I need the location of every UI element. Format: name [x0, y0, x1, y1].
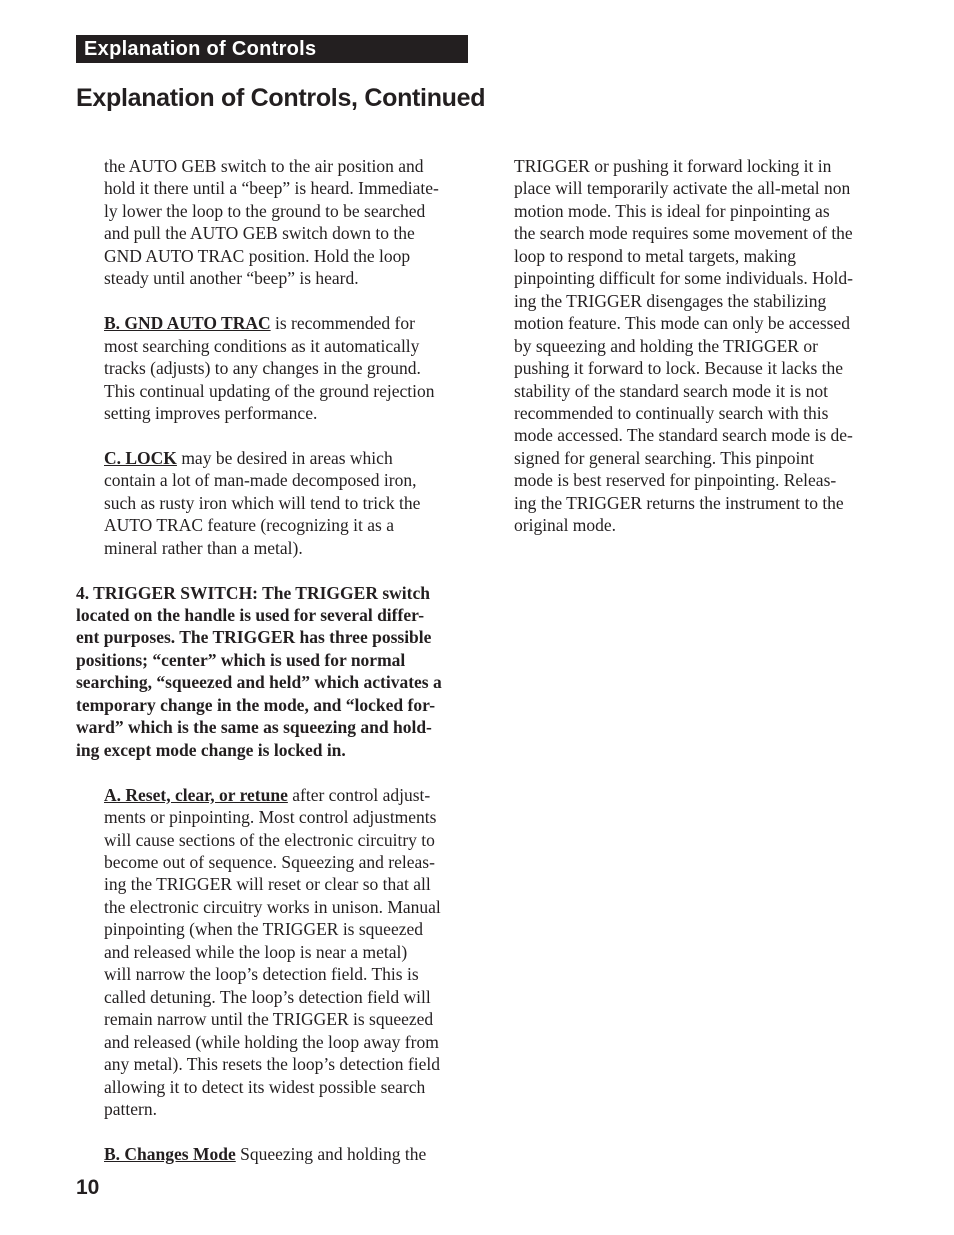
lock-text: may be desired in areas which contain a lot of man-made decomposed iron, such as rusty iron which will tend to trick the AUTO TRAC feature (recognizing it as a mineral rather than a metal).	[104, 447, 421, 558]
changes-mode-heading: B. Changes Mode	[104, 1143, 236, 1164]
section-header-bar: Explanation of Controls	[76, 35, 468, 63]
right-column	[514, 155, 894, 537]
lock-paragraph	[76, 447, 476, 559]
changes-mode-paragraph	[76, 1143, 476, 1165]
changes-mode-continued: TRIGGER or pushing it forward locking it in place will temporarily activate the all-metal non motion mode. This is ideal for pinpointing as the search mode requires some movement of the loop to respond to metal targets, making pinpointing difficult for some individuals. Hold- ing the TRIGGER disengages the stabilizing motion feature. This mode can only be accessed by squeezing and holding the TRIGGER or pushing it forward to lock. Because it lacks the stability of the standard search mode it is not recommended to continually search with this mode accessed. The standard search mode is de- signed for general searching. This pinpoint mode is best reserved for pinpointing. Releas- ing the TRIGGER returns the instrument to the original mode.	[514, 156, 853, 536]
gnd-auto-trac-paragraph	[76, 312, 476, 424]
reset-paragraph	[76, 784, 476, 1121]
changes-mode-text: Squeezing and holding the	[235, 1143, 427, 1164]
gnd-auto-trac-text: is recommended for most searching conditions as it automatically tracks (adjusts) to any changes in the ground. This continual updating of the ground rejection setting improves performance.	[104, 313, 435, 423]
reset-heading: A. Reset, clear, or retune	[104, 784, 288, 805]
trigger-switch-heading: 4. TRIGGER SWITCH: The TRIGGER switch located on the handle is used for several differ- ent purposes. The TRIGGER has three possible positions; “center” which is used for normal searching, “squeezed and held” which activates a temporary change in the mode, and “locked for- ward” which is the same as squeezing and hold- ing except mode change is locked in.	[76, 582, 442, 760]
left-column	[76, 155, 476, 1165]
page-number: 10	[76, 1176, 100, 1199]
page-title: Explanation of Controls, Continued	[76, 84, 486, 112]
lock-heading: C. LOCK	[104, 447, 177, 468]
reset-text: after control adjust- ments or pinpointing. Most control adjustments will cause sections of the electronic circuitry to become out of sequence. Squeezing and releas- ing the TRIGGER will reset or clear so that all the electronic circuitry works in unison. Manual pinpointing (when the TRIGGER is squeezed and released while the loop is near a metal) will narrow the loop’s detection field. This is called detuning. The loop’s detection field will remain narrow until the TRIGGER is squeezed and released (while holding the loop away from any metal). This resets the loop’s detection field allowing it to detect its widest possible search pattern.	[104, 784, 441, 1119]
gnd-auto-trac-heading: B. GND AUTO TRAC	[104, 313, 271, 334]
intro-paragraph: the AUTO GEB switch to the air position and hold it there until a “beep” is heard. Immediate- ly lower the loop to the ground to be searched and pull the AUTO GEB switch down to the GND AUTO TRAC position. Hold the loop steady until another “beep” is heard.	[104, 156, 439, 289]
